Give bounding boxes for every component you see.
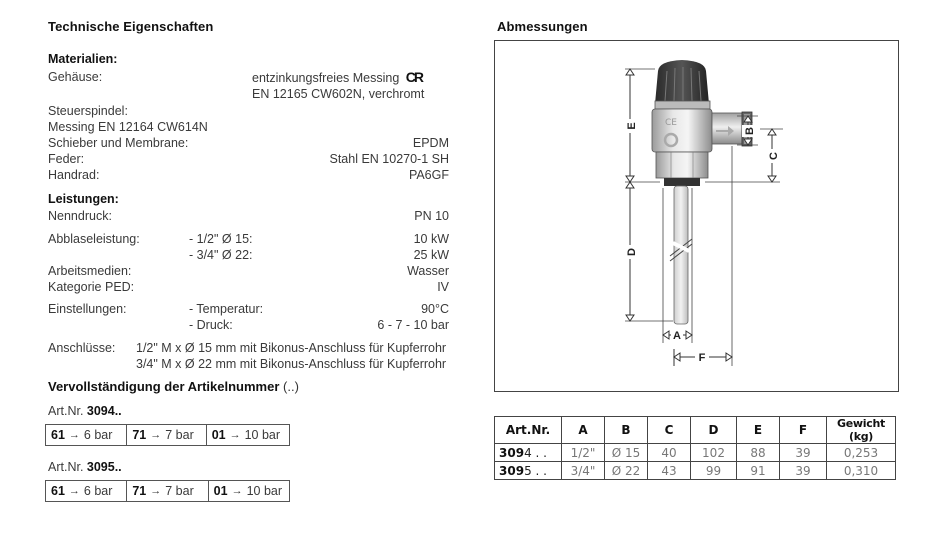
settings-temp-value: 90°C <box>421 302 449 316</box>
option-value: 10 bar <box>244 428 281 442</box>
cell-e: 91 <box>737 462 780 480</box>
art-nr-bold: 309 <box>499 463 525 478</box>
table-header-row <box>495 417 896 444</box>
ped-value: IV <box>437 280 449 294</box>
ped-label: Kategorie PED: <box>48 280 135 294</box>
nominal-label: Nenndruck: <box>48 209 112 223</box>
option-code: 71 <box>132 428 147 442</box>
col-header: Art.Nr. <box>495 417 562 444</box>
completion-heading-text: Vervollständigung der Artikelnummer <box>48 379 280 394</box>
arrow-right-icon: → <box>68 429 80 441</box>
valve-dimension-drawing <box>495 41 898 391</box>
option-code: 71 <box>132 484 147 498</box>
art-nr-number: 3094.. <box>86 404 122 418</box>
section-title-dimensions: Abmessungen <box>497 19 588 34</box>
handwheel-label: Handrad: <box>48 168 100 182</box>
art-nr-bold: 309 <box>499 445 525 460</box>
arrow-right-icon: → <box>150 485 162 497</box>
table-row <box>495 462 896 480</box>
cell-d: 99 <box>691 462 737 480</box>
dim-label-d: D <box>626 248 638 256</box>
settings-label: Einstellungen: <box>48 302 127 316</box>
col-header: Gewicht (kg) <box>827 417 896 444</box>
housing-label: Gehäuse: <box>48 70 103 84</box>
discharge-value-1: 10 kW <box>413 232 449 246</box>
order-option <box>207 425 289 445</box>
dim-label-c: C <box>768 152 780 160</box>
media-value: Wasser <box>407 264 449 278</box>
dim-label-b: B <box>744 127 756 135</box>
copper-pipe <box>670 186 692 324</box>
gate-value: EPDM <box>412 136 449 150</box>
settings-pressure-label: - Druck: <box>189 318 233 332</box>
order-options-3094 <box>45 424 290 446</box>
cell-weight: 0,253 <box>827 444 896 462</box>
dim-label-e: E <box>626 122 638 130</box>
performance-heading: Leistungen: <box>48 192 119 206</box>
option-code: 61 <box>51 484 65 498</box>
spring-value: Stahl EN 10270-1 SH <box>329 152 449 166</box>
cr-badge-icon: CR <box>405 69 423 85</box>
section-title-technical: Technische Eigenschaften <box>48 19 214 34</box>
cell-f: 39 <box>780 444 827 462</box>
discharge-size-1: - 1/2" Ø 15: <box>189 232 253 246</box>
cell-b: Ø 15 <box>605 444 648 462</box>
option-value: 6 bar <box>83 484 113 498</box>
dim-label-a: A <box>673 330 681 342</box>
option-code: 01 <box>213 484 228 498</box>
cell-e: 88 <box>737 444 780 462</box>
order-option <box>209 481 289 501</box>
arrow-right-icon: → <box>231 485 243 497</box>
discharge-value-2: 25 kW <box>413 248 449 262</box>
media-label: Arbeitsmedien: <box>48 264 132 278</box>
spring-label: Feder: <box>48 152 85 166</box>
cell-f: 39 <box>780 462 827 480</box>
art-nr-label-3095 <box>48 459 122 475</box>
completion-heading-suffix: (..) <box>283 379 299 394</box>
col-header: A <box>562 417 605 444</box>
connection-2: 3/4" M x Ø 22 mm mit Bikonus-Anschluss für Kupferrohr <box>136 357 447 371</box>
art-nr-label-3094 <box>48 403 122 419</box>
option-value: 10 bar <box>246 484 283 498</box>
arrow-right-icon: → <box>150 429 162 441</box>
order-option <box>127 425 206 445</box>
art-nr-rest: 5 . . <box>524 463 547 478</box>
handwheel-value: PA6GF <box>408 168 449 182</box>
order-option <box>127 481 208 501</box>
art-nr-prefix: Art.Nr. <box>48 460 87 474</box>
col-header: E <box>737 417 780 444</box>
nominal-value: PN 10 <box>414 209 449 223</box>
connections-label: Anschlüsse: <box>48 341 116 355</box>
discharge-label: Abblaseleistung: <box>48 232 140 246</box>
cell-b: Ø 22 <box>605 462 648 480</box>
handwheel-knob <box>655 60 710 109</box>
cell-a: 3/4" <box>562 462 605 480</box>
cell-c: 43 <box>648 462 691 480</box>
option-value: 7 bar <box>165 428 194 442</box>
art-nr-prefix: Art.Nr. <box>48 404 87 418</box>
spindle-label: Steuerspindel: <box>48 104 128 118</box>
cell-weight: 0,310 <box>827 462 896 480</box>
col-header: B <box>605 417 648 444</box>
settings-pressure-value: 6 - 7 - 10 bar <box>377 318 449 332</box>
art-nr-rest: 4 . . <box>524 445 547 460</box>
settings-temp-label: - Temperatur: <box>189 302 264 316</box>
discharge-size-2: - 3/4" Ø 22: <box>189 248 253 262</box>
connection-1: 1/2" M x Ø 15 mm mit Bikonus-Anschluss für Kupferrohr <box>136 341 447 355</box>
housing-value-line2: EN 12165 CW602N, verchromt <box>252 87 425 101</box>
option-code: 01 <box>211 428 226 442</box>
completion-heading <box>48 379 299 394</box>
svg-text:CE: CE <box>665 118 677 128</box>
materials-heading: Materialien: <box>48 52 118 66</box>
art-nr-number: 3095.. <box>86 460 122 474</box>
cell-a: 1/2" <box>562 444 605 462</box>
dimensions-table <box>494 416 896 480</box>
col-header: C <box>648 417 691 444</box>
cell-c: 40 <box>648 444 691 462</box>
cell-d: 102 <box>691 444 737 462</box>
housing-value-line1: entzinkungsfreies Messing <box>252 71 400 85</box>
valve-body <box>652 109 752 186</box>
arrow-right-icon: → <box>229 429 241 441</box>
table-row <box>495 444 896 462</box>
dim-label-f: F <box>698 352 706 364</box>
order-options-3095 <box>45 480 290 502</box>
housing-value <box>252 69 422 86</box>
arrow-right-icon: → <box>68 485 80 497</box>
order-option <box>46 425 127 445</box>
cell-art-nr <box>495 444 562 462</box>
option-code: 61 <box>51 428 65 442</box>
col-header: F <box>780 417 827 444</box>
option-value: 7 bar <box>165 484 194 498</box>
gate-label: Schieber und Membrane: <box>48 136 189 150</box>
order-option <box>46 481 127 501</box>
option-value: 6 bar <box>83 428 113 442</box>
col-header: D <box>691 417 737 444</box>
dimension-drawing-frame <box>494 40 899 392</box>
spindle-value: Messing EN 12164 CW614N <box>48 120 208 134</box>
cell-art-nr <box>495 462 562 480</box>
